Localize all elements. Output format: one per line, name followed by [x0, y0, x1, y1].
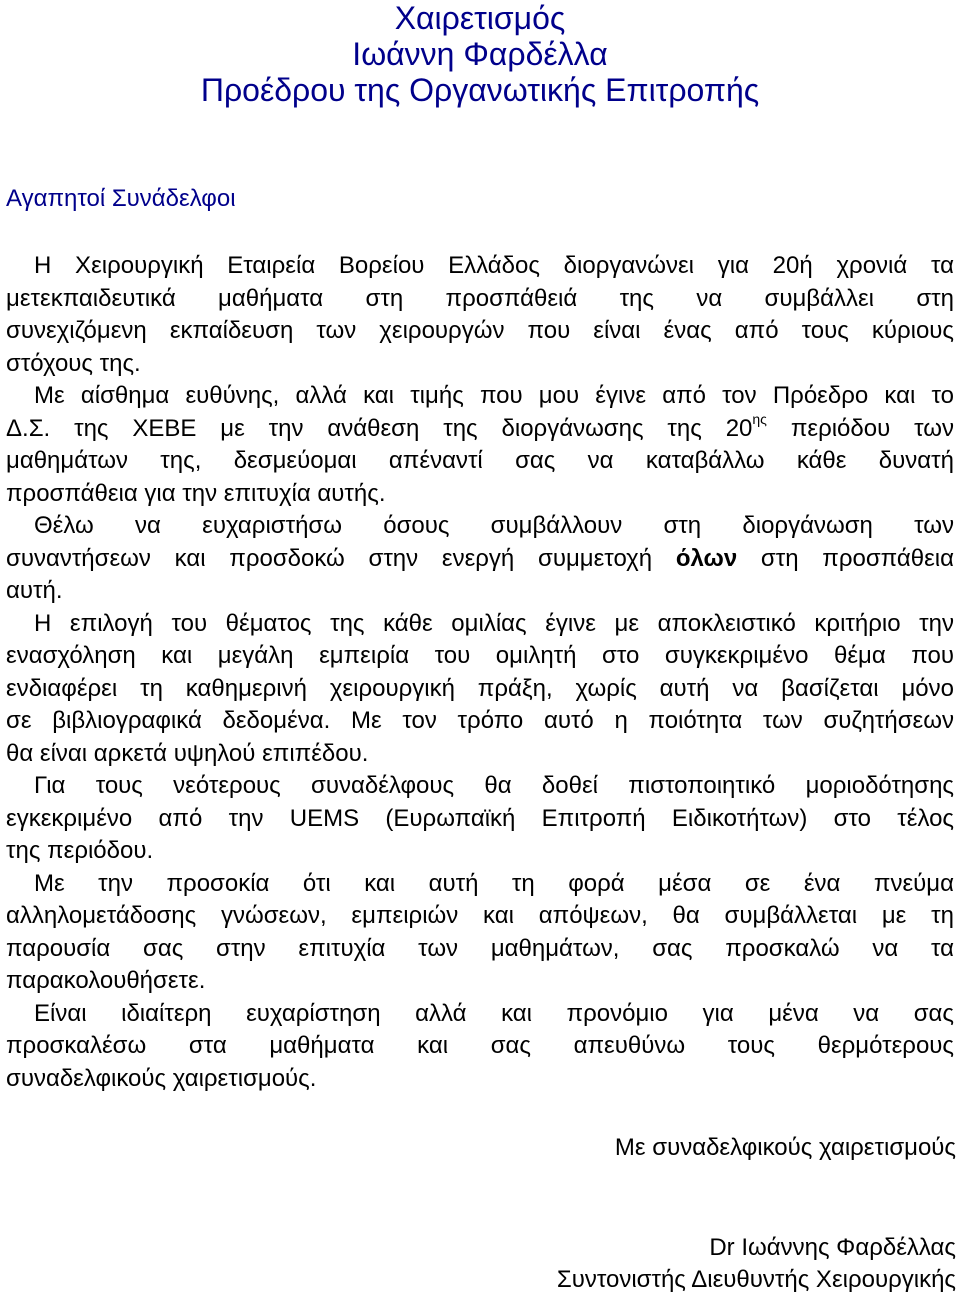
p7-line1: Είναι ιδιαίτερη ευχαρίστηση αλλά και προνόμιο για μένα να σας [34, 999, 954, 1027]
title-role: Προέδρου της Οργανωτικής Επιτροπής [200, 72, 760, 108]
title-name: Ιωάννη Φαρδέλλα [352, 36, 608, 72]
p1-line3: συνεχιζόμενη εκπαίδευση των χειρουργών που είναι ένας από τους κύριους [6, 317, 954, 344]
p3-line2 [6, 543, 954, 576]
closing-line: Με συναδελφικούς χαιρετισμούς [614, 1134, 956, 1161]
p3-line3: αυτή. [6, 577, 63, 604]
p2-line2-start: Δ.Σ. της ΧΕΒΕ με την ανάθεση της διοργάνωσης της 20 [6, 414, 753, 442]
p2-line4: προσπάθεια για την επιτυχία αυτής. [6, 479, 386, 507]
p3-line1: Θέλω να ευχαριστήσω όσους συμβάλλουν στη διοργάνωση των [34, 512, 954, 539]
p5-line1: Για τους νεότερους συναδέλφους θα δοθεί πιστοποιητικό μοριοδότησης [34, 772, 954, 799]
p1-line2: μετεκπαιδευτικά μαθήματα στη προσπάθειά της να συμβάλλει στη [6, 284, 954, 312]
p2-line1: Με αίσθημα ευθύνης, αλλά και τιμής που μου έγινε από τον Πρόεδρο και το [34, 382, 954, 409]
p6-line1: Με την προσοκία ότι και αυτή τη φορά μέσα σε ένα πνεύμα [34, 869, 954, 897]
letter-title [0, 0, 960, 108]
salutation: Αγαπητοί Συνάδελφοι [6, 185, 236, 212]
title-greeting: Χαιρετισμός [394, 0, 566, 36]
signature-block [557, 1232, 956, 1296]
emphasis-word: όλων [675, 544, 738, 572]
p7-line2: προσκαλέσω στα μαθήματα και σας απευθύνω τους θερμότερους [6, 1032, 954, 1059]
p6-line2: αλληλομετάδοσης γνώσεων, εμπειριών και απόψεων, θα συμβάλλεται με τη [6, 902, 954, 929]
p4-line5: θα είναι αρκετά υψηλού επιπέδου. [6, 739, 369, 767]
p4-line1: Η επιλογή του θέματος της κάθε ομιλίας έγινε με αποκλειστικό κριτήριο την [34, 609, 954, 637]
p4-line4: σε βιβλιογραφικά δεδομένα. Με τον τρόπο αυτό η ποιότητα των συζητήσεων [6, 707, 954, 734]
signature-name: Dr Ιωάννης Φαρδέλλας [709, 1234, 956, 1261]
p4-line2: ενασχόληση και μεγάλη εμπειρία του ομιλητή στο συγκεκριμένο θέμα που [6, 642, 954, 669]
p1-line1: Η Χειρουργική Εταιρεία Βορείου Ελλάδος διοργανώνει για 20ή χρονιά τα [34, 252, 954, 279]
p2-line3: μαθημάτων της, δεσμεύομαι απέναντί σας να καταβάλλω κάθε δυνατή [6, 447, 954, 474]
signature-role: Συντονιστής Διευθυντής Χειρουργικής [556, 1266, 956, 1293]
p5-line3: της περιόδου. [6, 837, 154, 864]
p3-line2-end: στη προσπάθεια [737, 544, 954, 572]
p4-line3: ενδιαφέρει τη καθημερινή χειρουργική πράξη, χωρίς αυτή να βασίζεται μόνο [6, 674, 954, 702]
p6-line3: παρουσία σας στην επιτυχία των μαθημάτων, σας προσκαλώ να τα [6, 934, 954, 962]
letter-body [6, 250, 954, 1095]
p5-line2: εγκεκριμένο από την UEMS (Ευρωπαϊκή Επιτροπή Ειδικοτήτων) στο τέλος [6, 804, 954, 832]
ordinal-superscript: ης [752, 410, 767, 427]
p3-line2-start: συναντήσεων και προσδοκώ στην ενεργή συμμετοχή [6, 544, 676, 572]
p2-line2 [6, 410, 955, 446]
p7-line3: συναδελφικούς χαιρετισμούς. [6, 1064, 317, 1092]
p1-line4: στόχους της. [6, 349, 141, 377]
p2-line2-end: περιόδου των [766, 414, 955, 442]
p6-line4: παρακολουθήσετε. [6, 967, 206, 994]
